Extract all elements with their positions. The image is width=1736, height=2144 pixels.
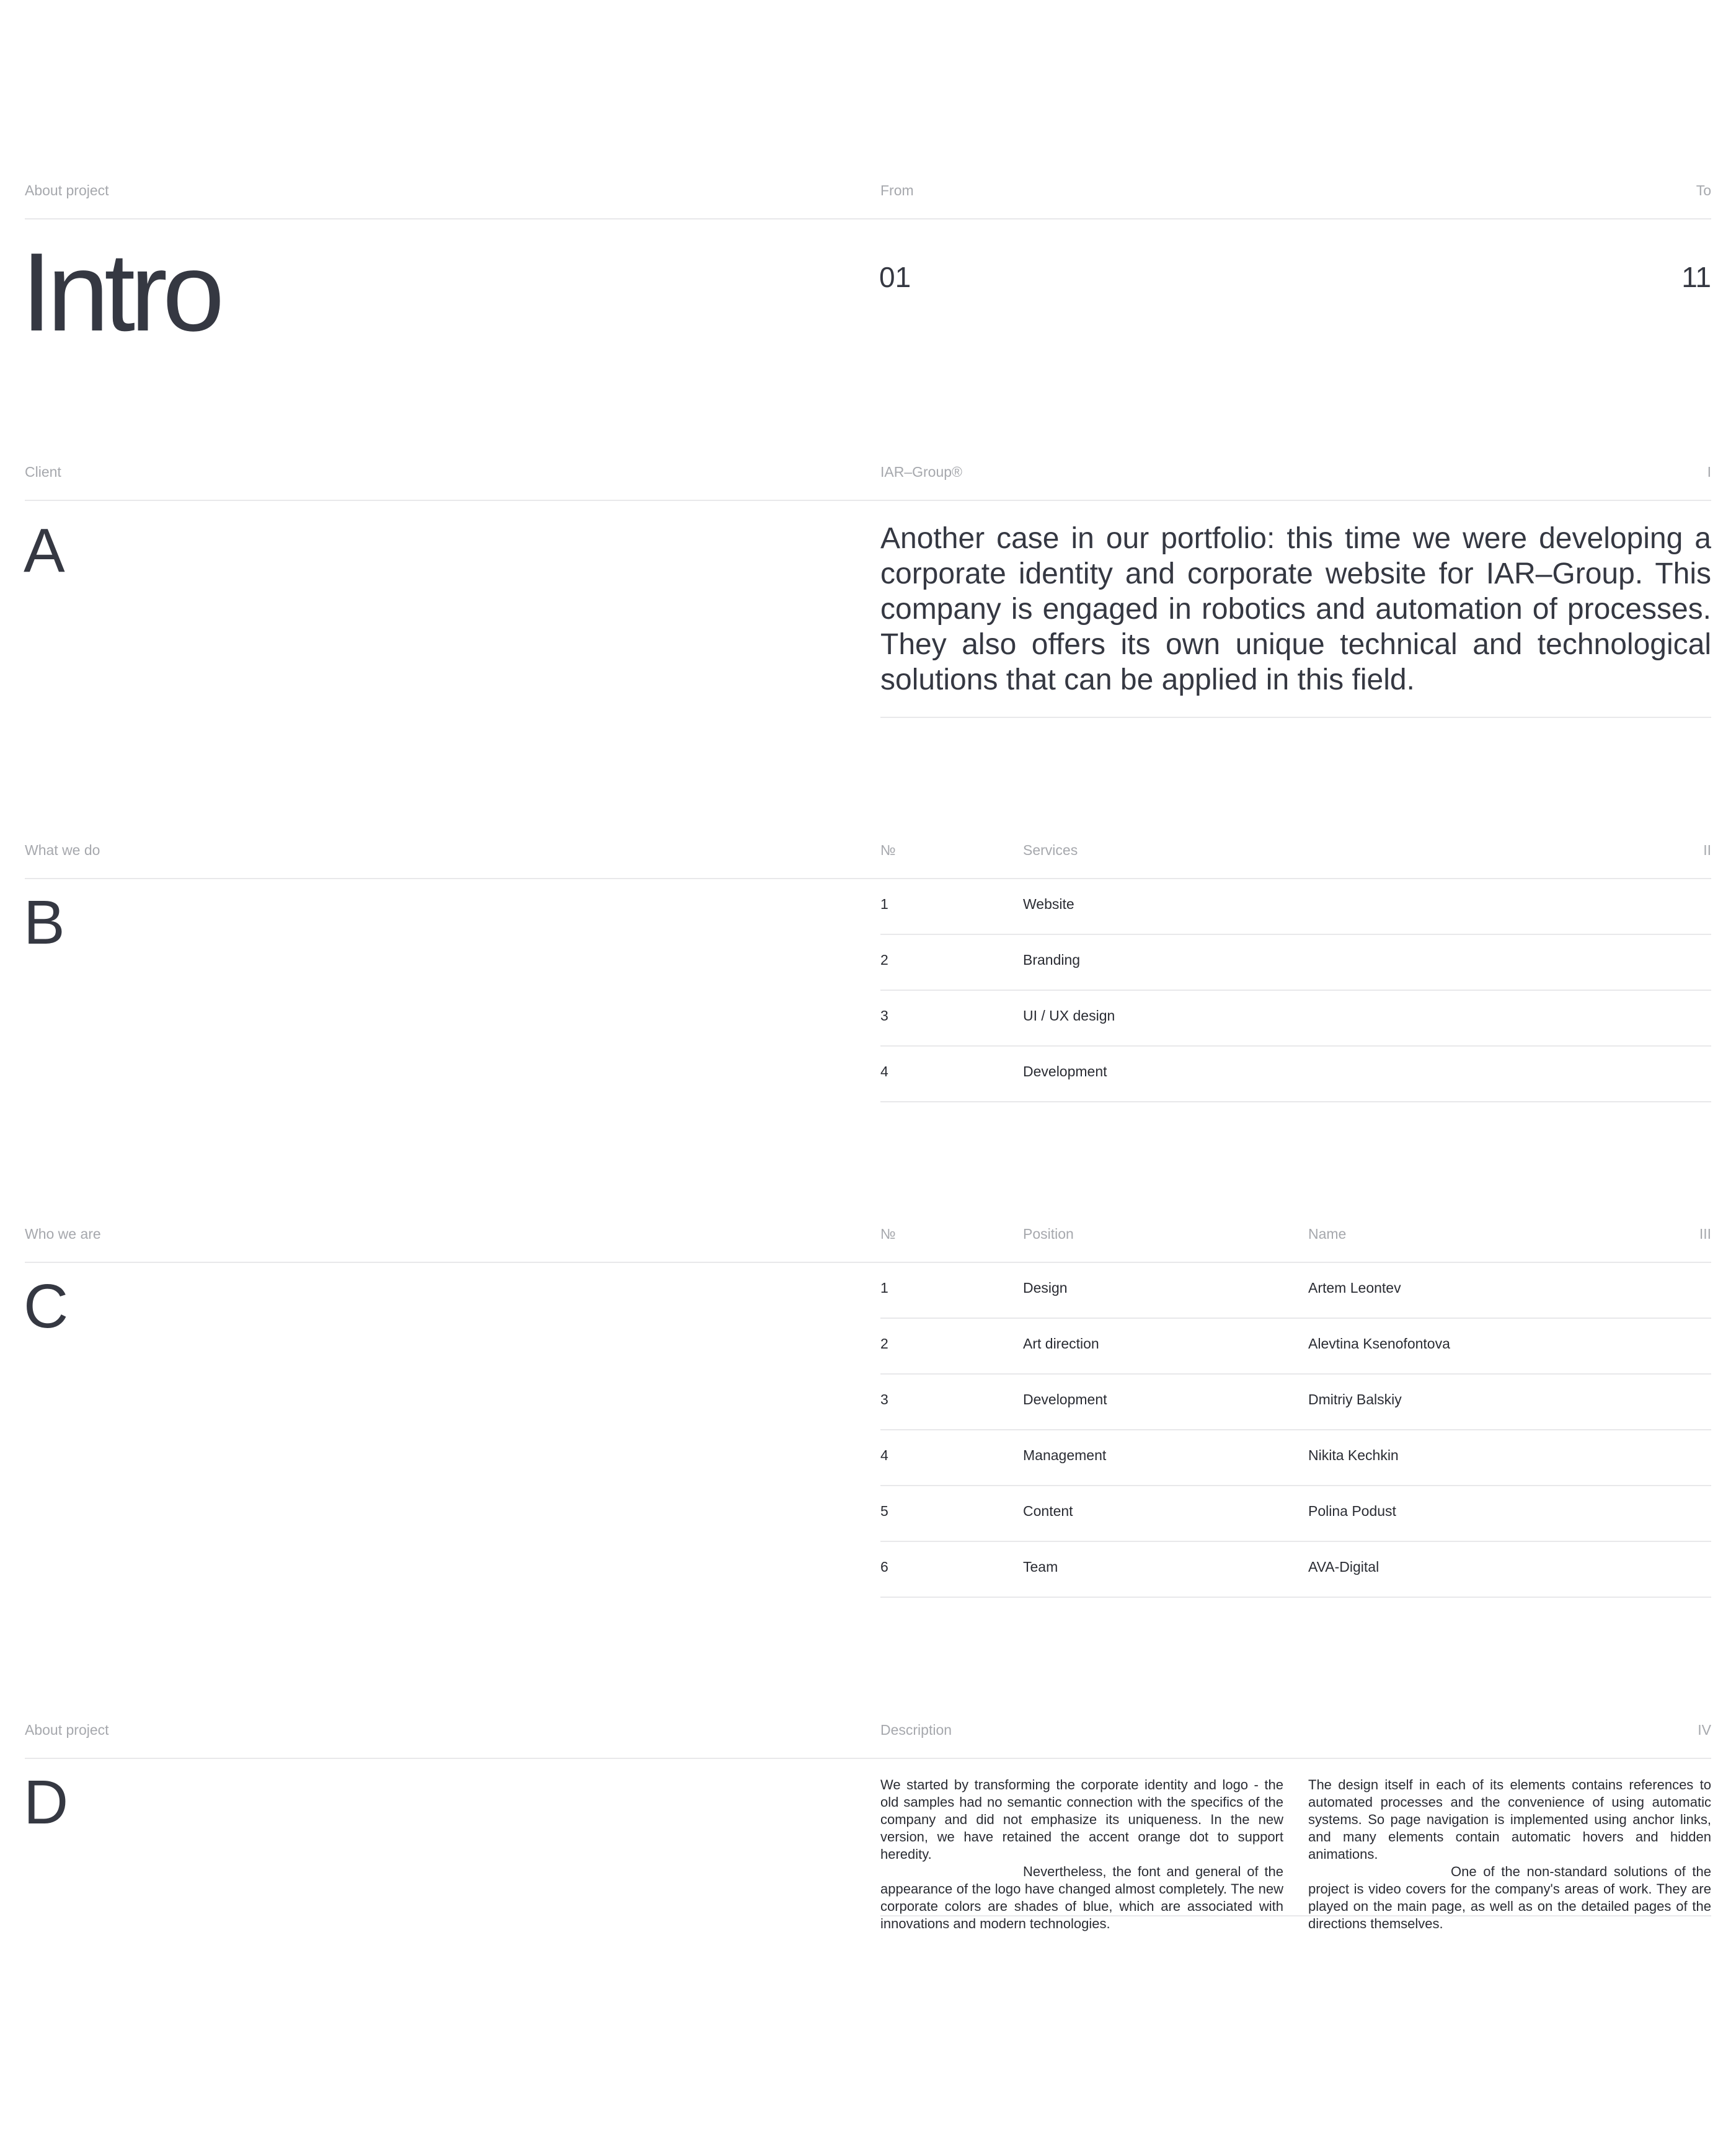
divider xyxy=(880,1915,1711,1916)
name-cell: Polina Podust xyxy=(1308,1503,1396,1519)
table-row xyxy=(880,1486,1711,1542)
section-numeral: I xyxy=(1707,464,1711,480)
table-row xyxy=(880,1047,1711,1102)
services-table xyxy=(880,879,1711,1102)
page-title: Intro xyxy=(21,230,220,355)
name-cell: AVA-Digital xyxy=(1308,1559,1380,1575)
table-row xyxy=(880,1542,1711,1598)
team-label: Who we are xyxy=(25,1226,101,1242)
name-cell: Alevtina Ksenofontova xyxy=(1308,1336,1450,1352)
section-letter: D xyxy=(24,1768,69,1837)
service-name: Branding xyxy=(1023,952,1081,968)
team-header xyxy=(25,1225,1711,1263)
intro-header xyxy=(25,181,1711,219)
row-number: 4 xyxy=(880,1063,888,1079)
position-cell: Management xyxy=(1023,1447,1107,1463)
service-name: Website xyxy=(1023,896,1074,912)
description-left-column xyxy=(880,1776,1283,1933)
client-name: IAR–Group® xyxy=(880,464,963,480)
row-number: 1 xyxy=(880,896,888,912)
row-number: 6 xyxy=(880,1559,888,1575)
from-label: From xyxy=(880,182,914,198)
position-cell: Team xyxy=(1023,1559,1058,1575)
section-letter: C xyxy=(24,1272,69,1341)
row-number: 3 xyxy=(880,1391,888,1407)
description-label: About project xyxy=(25,1722,109,1738)
services-header xyxy=(25,841,1711,879)
description-header xyxy=(25,1721,1711,1759)
to-value: 11 xyxy=(1681,261,1711,293)
section-letter: B xyxy=(24,888,65,957)
to-label: To xyxy=(1696,182,1711,198)
from-value: 01 xyxy=(879,261,911,293)
row-number: 5 xyxy=(880,1503,888,1519)
row-number: 4 xyxy=(880,1447,888,1463)
client-description: Another case in our portfolio: this time we were developing a corporate identity and corporate website for IAR–Group. This company is engaged in robotics and automation of processes. They also offers its own unique technical and technological solutions that can be applied in this field. xyxy=(880,522,1711,696)
intro-label: About project xyxy=(25,182,109,198)
table-row xyxy=(880,879,1711,935)
client-label: Client xyxy=(25,464,61,480)
description-paragraph: One of the non-standard solutions of the project is video covers for the company's areas of work. They are played on the main page, as well as on the detailed pages of the directions themselves. xyxy=(1308,1864,1711,1931)
row-number: 2 xyxy=(880,952,888,968)
name-header: Name xyxy=(1308,1226,1347,1242)
position-header: Position xyxy=(1023,1226,1074,1242)
services-col-header: Services xyxy=(1023,842,1078,858)
position-cell: Content xyxy=(1023,1503,1073,1519)
section-numeral: III xyxy=(1699,1226,1711,1242)
name-cell: Artem Leontev xyxy=(1308,1280,1401,1296)
description-paragraph: The design itself in each of its elements contains references to automated processes and the convenience of using automatic systems. So page navigation is implemented using anchor links, and many elements contain automatic hovers and hidden animations. xyxy=(1308,1777,1711,1862)
table-row xyxy=(880,991,1711,1047)
table-row xyxy=(880,1375,1711,1430)
description-col-label: Description xyxy=(880,1722,952,1738)
section-numeral: IV xyxy=(1698,1722,1711,1738)
team-table xyxy=(880,1263,1711,1598)
divider xyxy=(880,717,1711,718)
position-cell: Art direction xyxy=(1023,1336,1099,1352)
description-right-column xyxy=(1308,1776,1711,1933)
service-name: Development xyxy=(1023,1063,1107,1079)
services-label: What we do xyxy=(25,842,100,858)
table-row xyxy=(880,1319,1711,1375)
section-letter: A xyxy=(24,516,65,585)
row-number: 2 xyxy=(880,1336,888,1352)
num-header: № xyxy=(880,1226,896,1242)
table-row xyxy=(880,1263,1711,1319)
row-number: 1 xyxy=(880,1280,888,1296)
client-header xyxy=(25,463,1711,501)
service-name: UI / UX design xyxy=(1023,1008,1115,1024)
table-row xyxy=(880,935,1711,991)
description-paragraph: Nevertheless, the font and general of the appearance of the logo have changed almost completely. The new corporate colors are shades of blue, which are associated with innovations and modern technologies. xyxy=(880,1864,1283,1931)
section-numeral: II xyxy=(1703,842,1711,858)
row-number: 3 xyxy=(880,1008,888,1024)
description-paragraph: We started by transforming the corporate identity and logo - the old samples had no semantic connection with the specifics of the company and did not emphasize its uniqueness. In the new version, we have retained the accent orange dot to support heredity. xyxy=(880,1777,1283,1862)
name-cell: Dmitriy Balskiy xyxy=(1308,1391,1402,1407)
name-cell: Nikita Kechkin xyxy=(1308,1447,1399,1463)
position-cell: Design xyxy=(1023,1280,1068,1296)
table-row xyxy=(880,1430,1711,1486)
position-cell: Development xyxy=(1023,1391,1107,1407)
num-header: № xyxy=(880,842,896,858)
